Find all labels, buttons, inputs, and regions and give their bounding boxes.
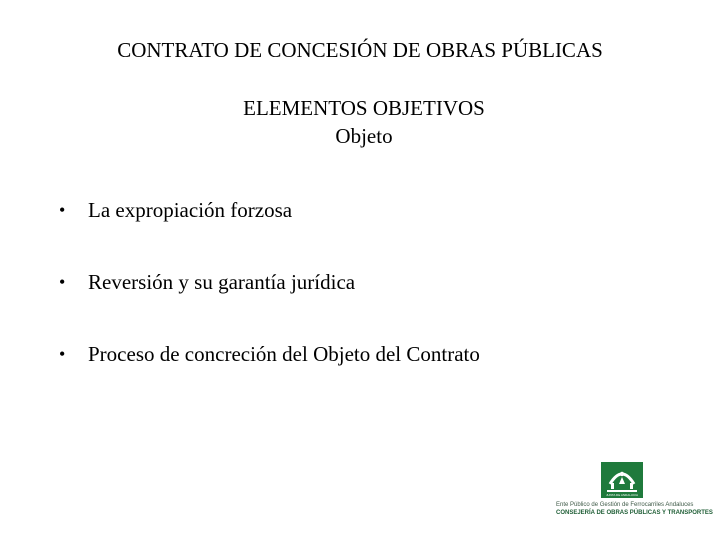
organization-logo — [552, 462, 713, 522]
bullet-list — [56, 196, 480, 412]
emblem-caption: JUNTA DE ANDALUCIA — [605, 493, 639, 497]
section-subheading: Objeto — [335, 124, 393, 148]
logo-line-1: Ente Público de Gestión de Ferrocarriles Andaluces — [556, 502, 694, 508]
bullet-text: La expropiación forzosa — [88, 198, 293, 222]
section-heading-block — [0, 94, 720, 150]
bullet-icon: • — [59, 344, 66, 364]
bullet-icon: • — [59, 272, 66, 292]
bullet-icon: • — [59, 200, 66, 220]
logo-line-2: CONSEJERÍA DE OBRAS PÚBLICAS Y TRANSPORTES — [556, 510, 713, 516]
bullet-item — [56, 268, 480, 296]
bullet-item — [56, 340, 480, 368]
bullet-item — [56, 196, 480, 224]
section-heading: ELEMENTOS OBJETIVOS — [243, 96, 485, 120]
bullet-text: Proceso de concreción del Objeto del Contrato — [88, 342, 480, 366]
junta-de-andalucia-emblem-icon — [601, 462, 643, 498]
slide-title: CONTRATO DE CONCESIÓN DE OBRAS PÚBLICAS — [117, 38, 603, 62]
bullet-text: Reversión y su garantía jurídica — [88, 270, 356, 294]
